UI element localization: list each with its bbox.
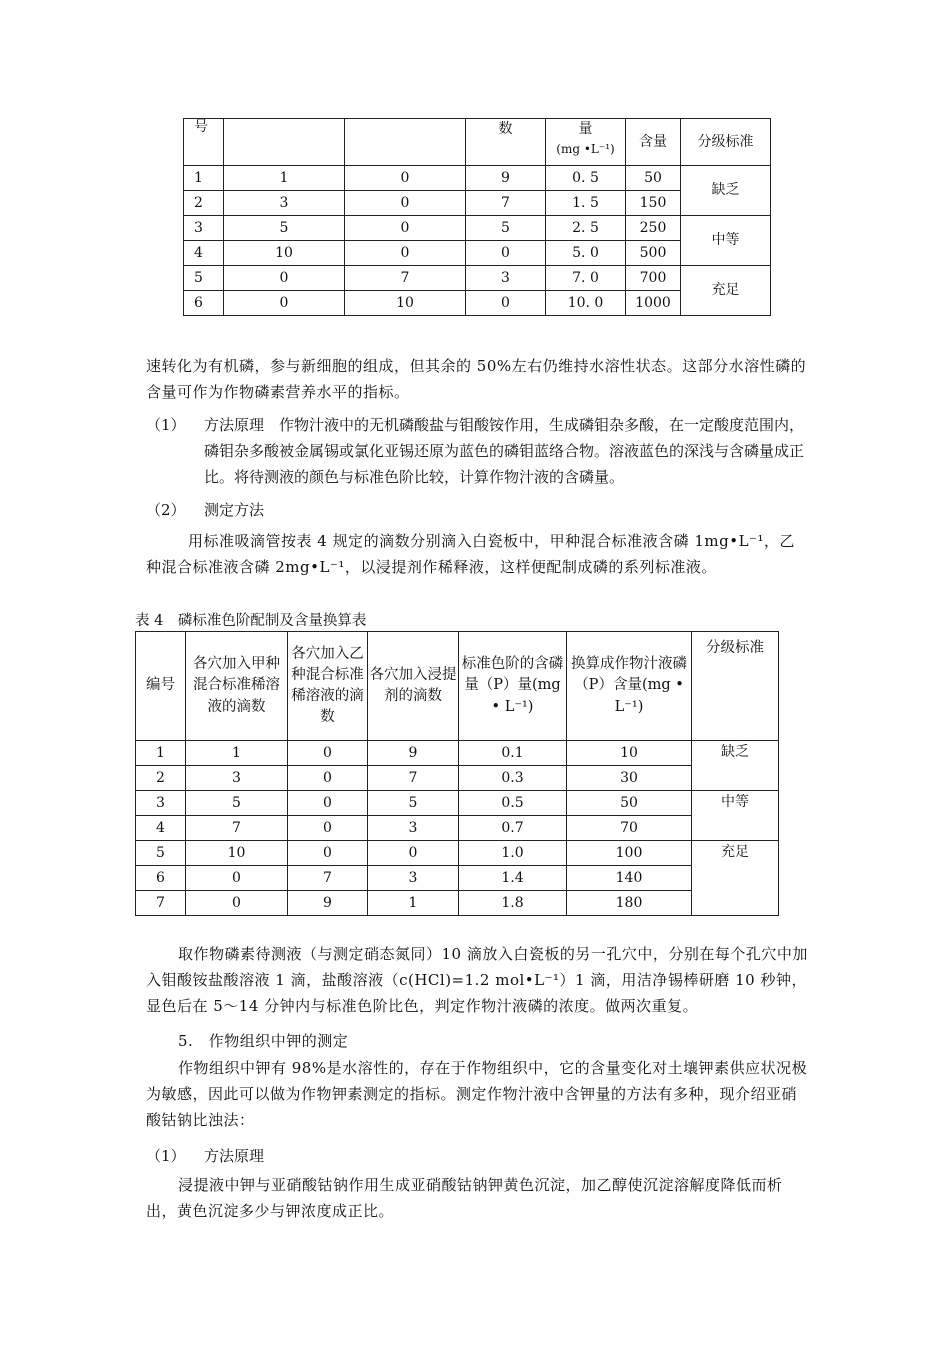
list-number: （2） [146, 501, 186, 519]
table-cell: 4 [136, 816, 186, 841]
paragraph: 速转化为有机磷，参与新细胞的组成，但其余的 50%左右仍维持水溶性状态。这部分水溶性磷的含量可作为作物磷素营养水平的指标。 [146, 357, 807, 401]
list-item [146, 412, 810, 486]
table-cell: 5 [368, 791, 459, 816]
table-cell: 0 [345, 166, 466, 191]
table-cell: 10. 0 [546, 291, 626, 316]
section-heading: 5. 作物组织中钾的测定 [178, 1032, 349, 1050]
header-cell [224, 119, 345, 166]
grade-cell: 充足 [681, 266, 771, 316]
table-cell: 3 [184, 216, 224, 241]
table-cell: 0.3 [459, 766, 567, 791]
table-cell: 2 [136, 766, 186, 791]
table-cell: 0 [466, 291, 546, 316]
header-cell: 各穴加入乙种混合标准稀溶液的滴数 [288, 632, 368, 741]
header-cell: 标准色阶的含磷量（P）量(mg • L⁻¹) [459, 632, 567, 741]
table-cell: 0 [288, 791, 368, 816]
table-cell: 1 [136, 741, 186, 766]
table-row [136, 741, 779, 766]
table-cell: 10 [345, 291, 466, 316]
table-cell: 1 [224, 166, 345, 191]
table-cell: 5 [186, 791, 288, 816]
header-cell: 各穴加入浸提剂的滴数 [368, 632, 459, 741]
table-header-row [184, 119, 771, 166]
table-cell: 100 [567, 841, 692, 866]
table-cell: 0 [186, 891, 288, 916]
table-row [136, 766, 779, 791]
table-cell: 6 [136, 866, 186, 891]
table-row [136, 866, 779, 891]
table-cell: 1.0 [459, 841, 567, 866]
table-cell: 9 [288, 891, 368, 916]
table-cell: 6 [184, 291, 224, 316]
table-cell: 1 [186, 741, 288, 766]
table-cell: 4 [184, 241, 224, 266]
table-cell: 3 [368, 866, 459, 891]
table-row [184, 166, 771, 191]
table-cell: 5 [136, 841, 186, 866]
table-cell: 3 [186, 766, 288, 791]
table-cell: 5 [184, 266, 224, 291]
list-body: 测定方法 [204, 501, 265, 519]
grade-cell: 中等 [692, 791, 779, 841]
table-cell: 0 [345, 191, 466, 216]
phosphorus-standard-table-continued [183, 118, 771, 316]
table-cell: 0 [288, 766, 368, 791]
table-row [184, 216, 771, 241]
table-row [184, 266, 771, 291]
table-caption: 表 4 磷标准色阶配制及含量换算表 [135, 613, 367, 629]
table-cell: 150 [626, 191, 681, 216]
table-row [136, 791, 779, 816]
phosphorus-color-scale-table [135, 631, 779, 916]
header-cell: 号 [184, 119, 224, 166]
header-cell: 各穴加入甲种混合标准稀溶液的滴数 [186, 632, 288, 741]
table-cell: 7 [288, 866, 368, 891]
table-cell: 30 [567, 766, 692, 791]
table-cell: 5 [224, 216, 345, 241]
table-cell: 50 [567, 791, 692, 816]
table-cell: 0 [224, 266, 345, 291]
table-cell: 1 [368, 891, 459, 916]
grade-cell: 缺乏 [681, 166, 771, 216]
table-cell: 5 [466, 216, 546, 241]
header-cell: 分级标准 [692, 632, 779, 741]
table-cell: 1. 5 [546, 191, 626, 216]
list-body: 方法原理 作物汁液中的无机磷酸盐与钼酸铵作用，生成磷钼杂多酸，在一定酸度范围内，磷钼杂多酸被金属锡或氯化亚锡还原为蓝色的磷钼蓝络合物。溶液蓝色的深浅与含磷量成正比。将待测液的颜色与标准色阶比较，计算作物汁液的含磷量。 [204, 416, 805, 486]
table-cell: 250 [626, 216, 681, 241]
table-cell: 0 [224, 291, 345, 316]
table-cell: 0. 5 [546, 166, 626, 191]
table-cell: 700 [626, 266, 681, 291]
header-cell: 量 (mg •L⁻¹) [546, 119, 626, 166]
table-cell: 0.7 [459, 816, 567, 841]
list-item [146, 1143, 810, 1169]
table-cell: 7 [368, 766, 459, 791]
table-cell: 0 [466, 241, 546, 266]
header-cell: 数 [466, 119, 546, 166]
table-cell: 7. 0 [546, 266, 626, 291]
table-cell: 1.8 [459, 891, 567, 916]
table-cell: 0.5 [459, 791, 567, 816]
header-cell: 换算成作物汁液磷（P）含量(mg • L⁻¹) [567, 632, 692, 741]
grade-cell: 充足 [692, 841, 779, 916]
header-cell: 分级标准 [681, 119, 771, 166]
table-cell: 10 [567, 741, 692, 766]
table-cell: 9 [368, 741, 459, 766]
table-cell: 3 [368, 816, 459, 841]
table-cell: 0 [345, 241, 466, 266]
table-cell: 10 [186, 841, 288, 866]
paragraph: 作物组织中钾有 98%是水溶性的，存在于作物组织中，它的含量变化对土壤钾素供应状况极为敏感，因此可以做为作物钾素测定的指标。测定作物汁液中含钾量的方法有多种，现介绍亚硝酸钴钠比浊法： [146, 1059, 808, 1129]
table-cell: 1000 [626, 291, 681, 316]
table-cell: 3 [466, 266, 546, 291]
table-cell: 0 [345, 216, 466, 241]
paragraph: 浸提液中钾与亚硝酸钴钠作用生成亚硝酸钴钠钾黄色沉淀，加乙醇使沉淀溶解度降低而析出，黄色沉淀多少与钾浓度成正比。 [146, 1176, 783, 1220]
table-header-row [136, 632, 779, 741]
table-cell: 3 [136, 791, 186, 816]
table-cell: 7 [186, 816, 288, 841]
table-cell: 0 [288, 816, 368, 841]
table-cell: 50 [626, 166, 681, 191]
table-cell: 0.1 [459, 741, 567, 766]
header-cell: 含量 [626, 119, 681, 166]
table-cell: 1 [184, 166, 224, 191]
paragraph: 用标准吸滴管按表 4 规定的滴数分别滴入白瓷板中，甲种混合标准液含磷 1mg•L⁻¹，乙种混合标准液含磷 2mg•L⁻¹，以浸提剂作稀释液，这样便配制成磷的系列标准液。 [146, 532, 795, 576]
table-cell: 500 [626, 241, 681, 266]
table-cell: 0 [368, 841, 459, 866]
table-cell: 10 [224, 241, 345, 266]
table-cell: 0 [288, 841, 368, 866]
table-cell: 0 [288, 741, 368, 766]
table-cell: 180 [567, 891, 692, 916]
table-cell: 0 [186, 866, 288, 891]
grade-cell: 缺乏 [692, 741, 779, 791]
table-cell: 7 [136, 891, 186, 916]
list-item [146, 497, 810, 523]
table-cell: 2. 5 [546, 216, 626, 241]
table-cell: 2 [184, 191, 224, 216]
table-row [136, 816, 779, 841]
header-cell: 编号 [136, 632, 186, 741]
paragraph: 取作物磷素待测液（与测定硝态氮同）10 滴放入白瓷板的另一孔穴中，分别在每个孔穴中加入钼酸铵盐酸溶液 1 滴，盐酸溶液（c(HCl)=1.2 mol•L⁻¹）1 滴，用洁净锡棒研磨 10 秒钟，显色后在 5～14 分钟内与标准色阶比色，判定作物汁液磷的浓度。做两次重复。 [146, 945, 808, 1015]
table-cell: 5. 0 [546, 241, 626, 266]
header-cell [345, 119, 466, 166]
table-cell: 70 [567, 816, 692, 841]
table-cell: 1.4 [459, 866, 567, 891]
table-cell: 140 [567, 866, 692, 891]
table-cell: 7 [345, 266, 466, 291]
table-cell: 3 [224, 191, 345, 216]
table-cell: 9 [466, 166, 546, 191]
list-number: （1） [146, 416, 186, 434]
table-row [136, 891, 779, 916]
list-number: （1） [146, 1147, 186, 1165]
table-cell: 7 [466, 191, 546, 216]
list-body: 方法原理 [204, 1147, 265, 1165]
grade-cell: 中等 [681, 216, 771, 266]
table-row [136, 841, 779, 866]
